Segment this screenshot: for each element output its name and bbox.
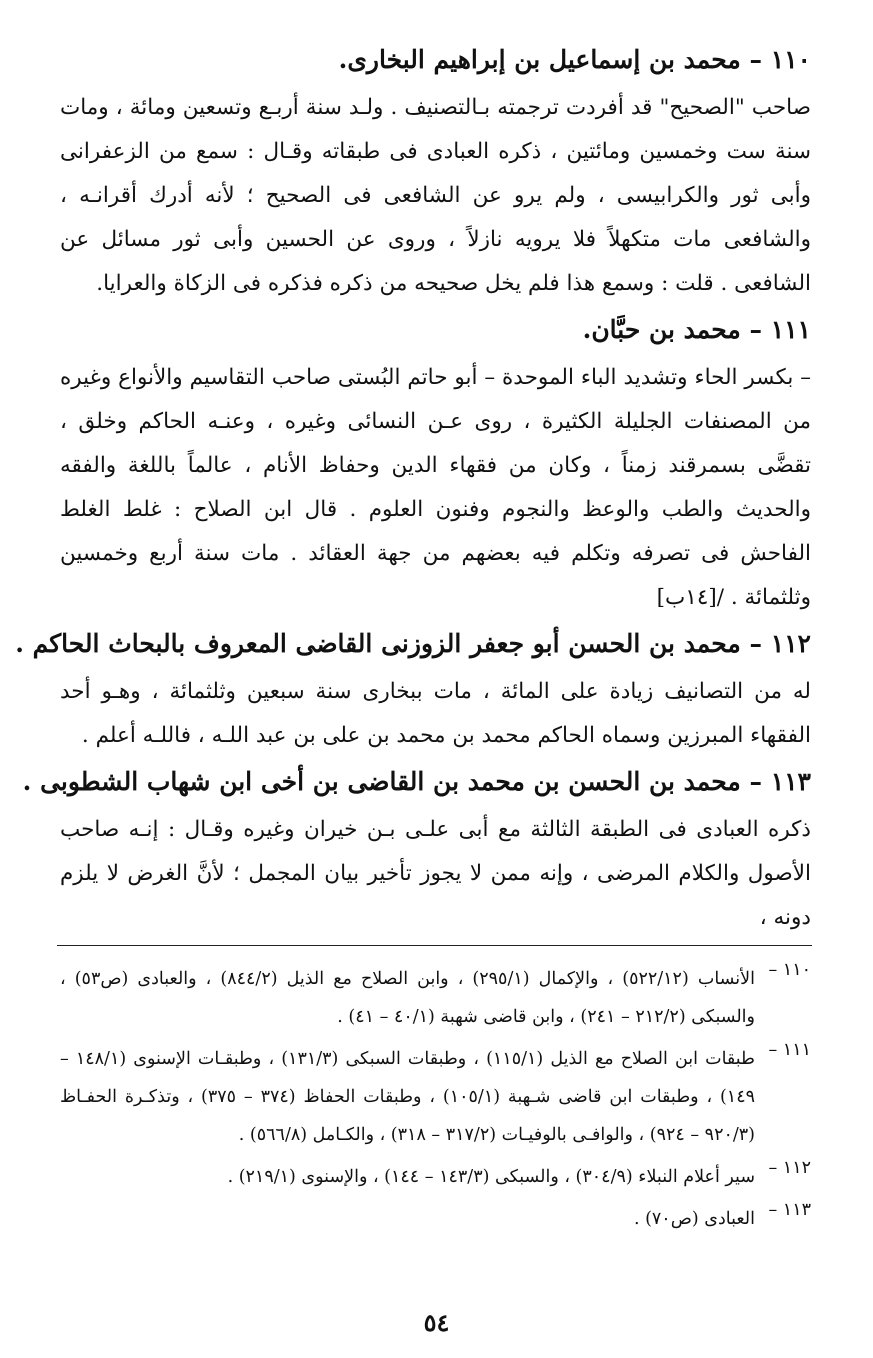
entry-body-113: ذكره العبادى فى الطبقة الثالثة مع أبى علـى بـن خيران وغيره وقـال : إنـه صاحب الأصول والكلام المرضى ، وإنه ممن لا يجوز تأخير بيان المجمل ؛ لأنَّ الغرض لا يلزم دونه ، (60, 817, 811, 930)
main-text (15, 38, 811, 942)
footnote-113 (60, 1200, 811, 1238)
footnote-number: ١١٠ – (768, 960, 811, 980)
footnote-110 (60, 960, 811, 1036)
entry-heading-112: ١١٢ – محمد بن الحسن أبو جعفر الزوزنى القاضى المعروف بالبحاث الحاكم . (15, 629, 811, 658)
footnote-text: الأنساب (٥٢٢/١٢) ، والإكمال (٢٩٥/١) ، وابن الصلاح مع الذيل (٨٤٤/٢) ، والعبادى (ص٥٣) ، والسبكى (٢١٢/٢ – ٢٤١) ، وابن قاضى شهبة (٤٠/١ – ٤١) . (60, 969, 755, 1027)
entry-body-112: له من التصانيف زيادة على المائة ، مات ببخارى سنة سبعين وثلثمائة ، وهـو أحد الفقهاء المبرزين وسماه الحاكم محمد بن محمد بن على بن عبد اللـه ، فاللـه أعلم . (60, 679, 811, 748)
entry-body-110: صاحب "الصحيح" قد أفردت ترجمته بـالتصنيف . ولـد سنة أربـع وتسعين ومائة ، ومات سنة ست وخمسين ومائتين ، ذكره العبادى فى طبقاته وقـال : سمع من الزعفرانى وأبى ثور والكرابيسى ، ولم يرو عن الشافعى فى الصحيح ؛ لأنه أدرك أقرانـه ، والشافعى مات متكهلاً فلا يرويه نازلاً ، وروى عن الحسين وأبى ثور مسائل عن الشافعى . قلت : وسمع هذا فلم يخل صحيحه من ذكره فذكره فى الزكاة والعرايا. (60, 95, 811, 296)
entry-heading-111: ١١١ – محمد بن حبَّان. (582, 315, 811, 344)
footnote-text: طبقات ابن الصلاح مع الذيل (١١٥/١) ، وطبقات السبكى (١٣١/٣) ، وطبقـات الإسنوى (١٤٨/١ – ١٤٩) ، وطبقات ابن قاضى شـهبة (١٠٥/١) ، وطبقات الحفاظ (٣٧٤ – ٣٧٥) ، وتذكـرة الحفـاظ (٩٢٠/٣ – ٩٢٤) ، والوافـى بالوفيـات (٣١٧/٢ – ٣١٨) ، والكـامل (٥٦٦/٨) . (60, 1049, 755, 1145)
footnote-number: ١١١ – (768, 1040, 811, 1060)
footnote-112 (60, 1158, 811, 1196)
entry-heading-113: ١١٣ – محمد بن الحسن بن محمد بن القاضى بن أخى ابن شهاب الشطوبى . (22, 767, 811, 796)
footnote-text: سير أعلام النبلاء (٣٠٤/٩) ، والسبكى (١٤٣/٣ – ١٤٤) ، والإسنوى (٢١٩/١) . (227, 1167, 755, 1187)
page-number: ٥٤ (423, 1308, 450, 1337)
footnote-111 (60, 1040, 811, 1154)
footnote-number: ١١٣ – (768, 1200, 811, 1220)
footnotes (60, 960, 811, 1242)
footnote-number: ١١٢ – (768, 1158, 811, 1178)
entry-heading-110: ١١٠ – محمد بن إسماعيل بن إبراهيم البخارى. (338, 45, 811, 74)
footnote-text: العبادى (ص٧٠) . (633, 1209, 755, 1229)
footnote-divider (57, 945, 812, 946)
entry-body-111: – بكسر الحاء وتشديد الباء الموحدة – أبو حاتم البُستى صاحب التقاسيم والأنواع وغيره من المصنفات الجليلة الكثيرة ، روى عـن النسائى وغيره ، وعنـه الحاكم وخلق ، تقضَّى بسمرقند زمناً ، وكان من فقهاء الدين وحفاظ الأنام ، عالماً باللغة والفقه والحديث والطب والوعظ والنجوم وفنون العلوم . قال ابن الصلاح : غلط الغلط الفاحش فى تصرفه وتكلم فيه بعضهم من جهة العقائد . مات سنة أربع وخمسين وثلثمائة . /[١٤ب] (60, 365, 811, 610)
